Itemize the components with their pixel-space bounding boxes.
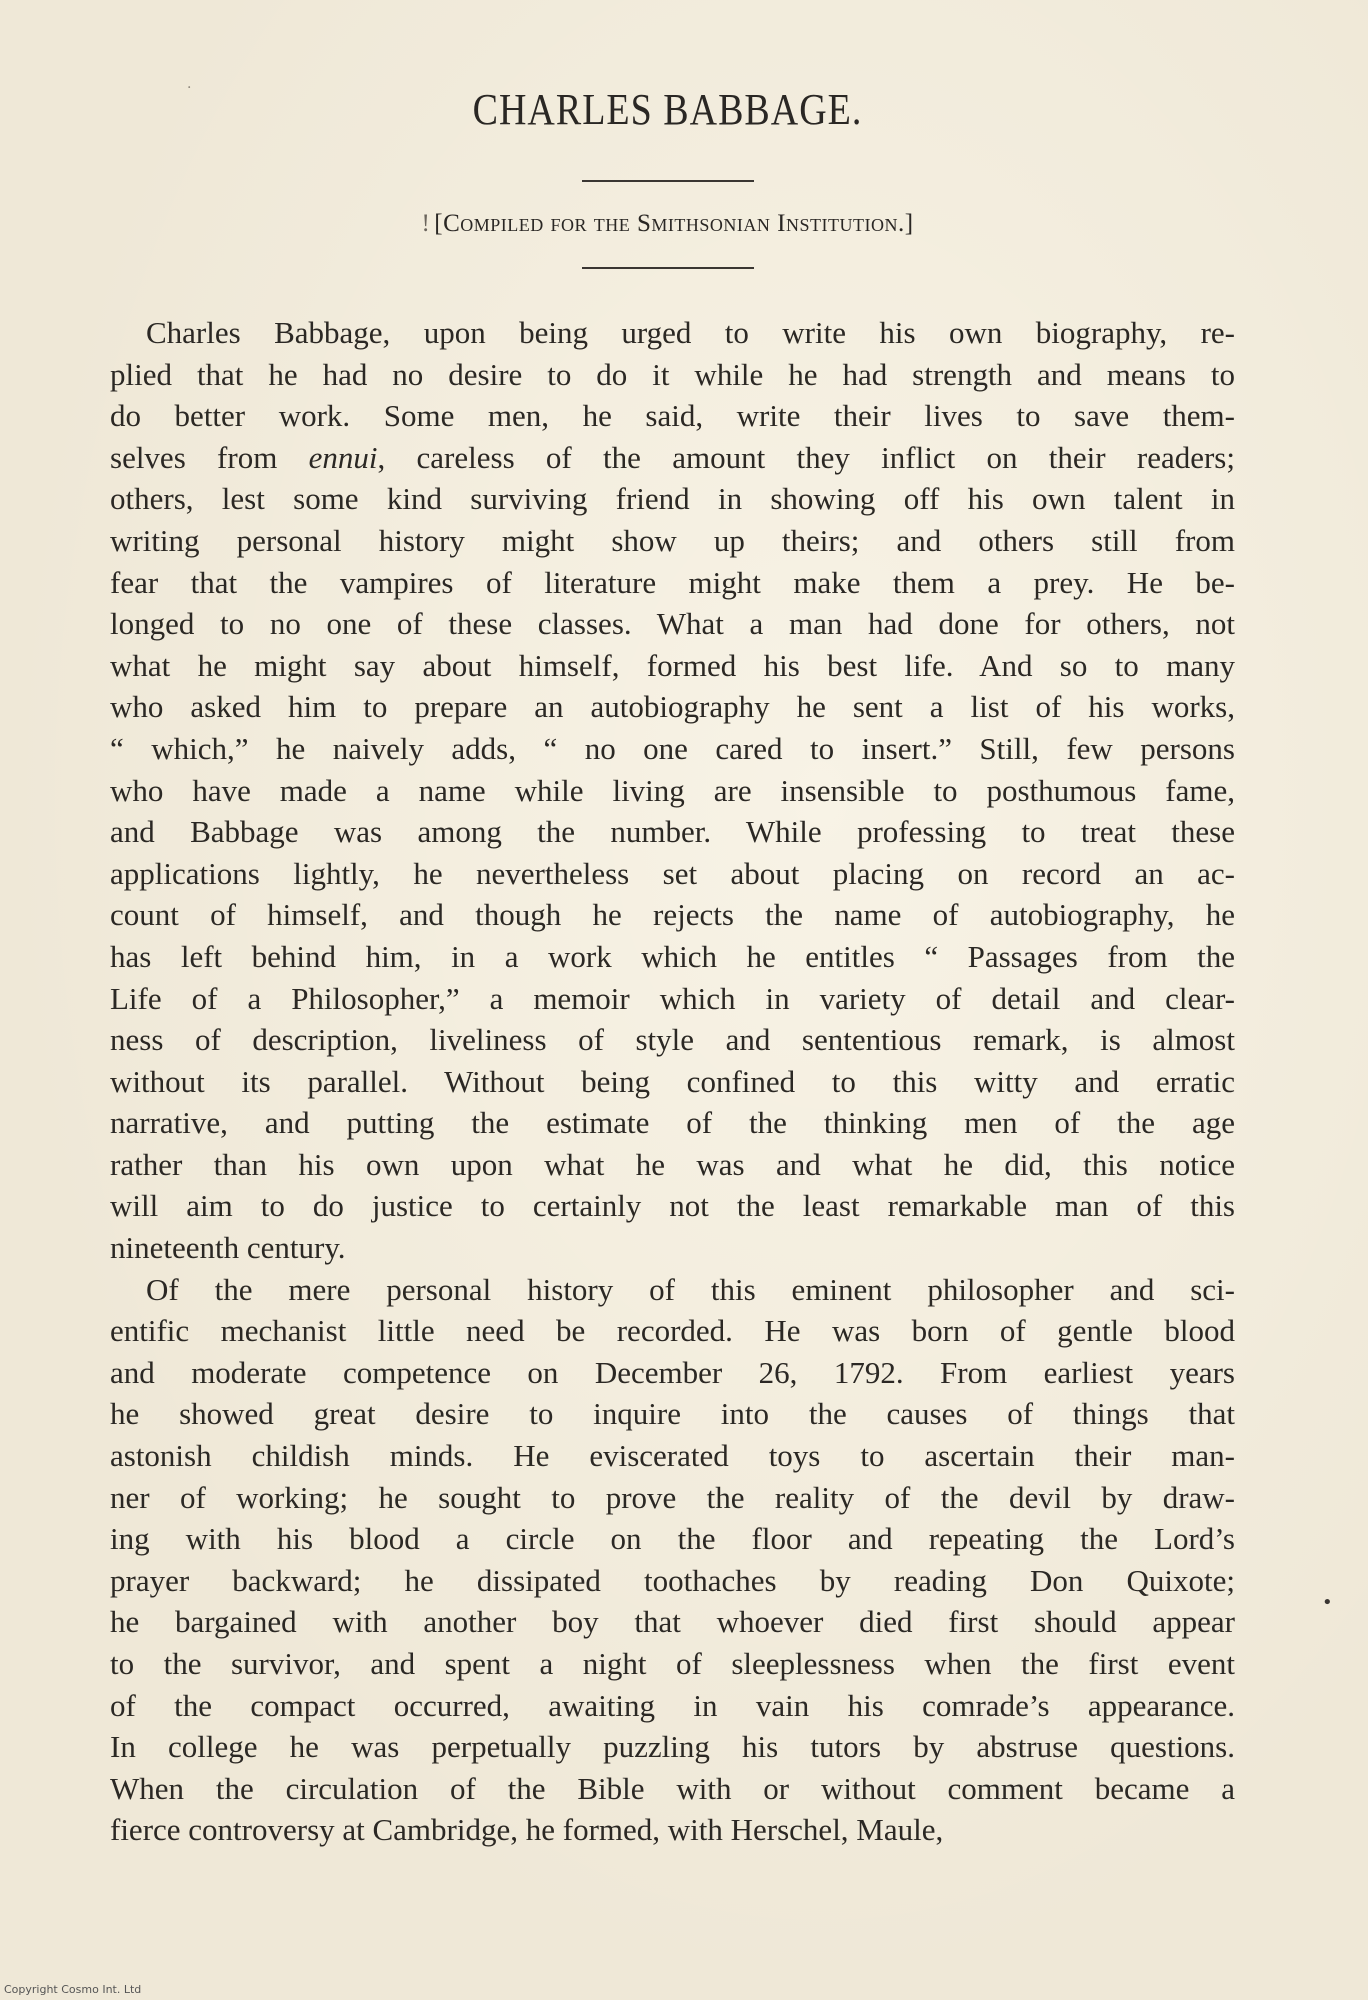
text-line: “ which,” he naively adds, “ no one cared to insert.” Still, few persons	[110, 730, 1235, 766]
text-line: of the compact occurred, awaiting in vain his comrade’s appearance.	[110, 1687, 1235, 1723]
text-line: Life of a Philosopher,” a memoir which in variety of detail and clear-	[110, 980, 1235, 1016]
paper-speck: ·	[187, 80, 192, 96]
text-line: plied that he had no desire to do it while he had strength and means to	[110, 356, 1235, 392]
text-line: what he might say about himself, formed his best life. And so to many	[110, 647, 1235, 683]
text-line: ner of working; he sought to prove the reality of the devil by draw-	[110, 1479, 1235, 1515]
text-line: ness of description, liveliness of style and sententious remark, is almost	[110, 1022, 1235, 1058]
text-line: without its parallel. Without being confined to this witty and erratic	[110, 1063, 1235, 1099]
text-line: rather than his own upon what he was and what he did, this notice	[110, 1146, 1235, 1182]
text-line: and moderate competence on December 26, 1792. From earliest years	[110, 1354, 1235, 1390]
paper-speck: •	[1322, 1592, 1333, 1613]
body-text	[110, 312, 1235, 1851]
text-line: In college he was perpetually puzzling his tutors by abstruse questions.	[110, 1729, 1235, 1765]
copyright-notice: Copyright Cosmo Int. Ltd	[4, 1983, 142, 1996]
paragraph-2	[110, 1269, 1235, 1851]
subtitle-mark: !	[421, 210, 431, 237]
text-line: Of the mere personal history of this eminent philosopher and sci-	[146, 1271, 1235, 1307]
text-line: count of himself, and though he rejects the name of autobiography, he	[110, 897, 1235, 933]
page-title: CHARLES BABBAGE.	[472, 85, 863, 135]
text-line: fear that the vampires of literature might make them a prey. He be-	[110, 564, 1235, 600]
text-line: longed to no one of these classes. What a man had done for others, not	[110, 606, 1235, 642]
subtitle-divider	[582, 267, 754, 269]
italic-word: ennui	[308, 439, 378, 475]
subtitle	[0, 210, 1335, 238]
text-line: has left behind him, in a work which he entitles “ Passages from the	[110, 938, 1235, 974]
text-line: who asked him to prepare an autobiography he sent a list of his works,	[110, 689, 1235, 725]
text-line: to the survivor, and spent a night of sleeplessness when the first event	[110, 1646, 1235, 1681]
text-line: entific mechanist little need be recorded. He was born of gentle blood	[110, 1313, 1235, 1349]
text-line: who have made a name while living are insensible to posthumous fame,	[110, 772, 1235, 808]
text-line: Charles Babbage, upon being urged to write his own biography, re-	[146, 315, 1235, 350]
text-line: nineteenth century.	[110, 1230, 346, 1266]
text-line: writing personal history might show up theirs; and others still from	[110, 522, 1235, 558]
text-line: astonish childish minds. He eviscerated toys to ascertain their man-	[110, 1438, 1235, 1474]
text-line: selves from ennui, careless of the amount they inflict on their readers;	[110, 439, 1235, 475]
text-line: others, lest some kind surviving friend in showing off his own talent in	[110, 481, 1235, 517]
title-divider	[582, 180, 754, 182]
subtitle-text: [Compiled for the Smithsonian Institution.]	[434, 210, 914, 237]
text-line: ing with his blood a circle on the floor and repeating the Lord’s	[110, 1521, 1235, 1557]
text-line: fierce controversy at Cambridge, he formed, with Herschel, Maule,	[110, 1812, 944, 1848]
text-line: narrative, and putting the estimate of the thinking men of the age	[110, 1105, 1235, 1141]
text-line: will aim to do justice to certainly not the least remarkable man of this	[110, 1188, 1235, 1224]
text-line: prayer backward; he dissipated toothaches by reading Don Quixote;	[110, 1562, 1235, 1598]
text-line: applications lightly, he nevertheless set about placing on record an ac-	[110, 855, 1235, 891]
text-line: When the circulation of the Bible with or without comment became a	[110, 1770, 1235, 1806]
text-line: and Babbage was among the number. While professing to treat these	[110, 814, 1235, 850]
text-line: he showed great desire to inquire into the causes of things that	[110, 1396, 1235, 1432]
paragraph-1	[110, 312, 1235, 1269]
text-line: do better work. Some men, he said, write their lives to save them-	[110, 398, 1235, 434]
text-line: he bargained with another boy that whoever died first should appear	[110, 1604, 1235, 1640]
